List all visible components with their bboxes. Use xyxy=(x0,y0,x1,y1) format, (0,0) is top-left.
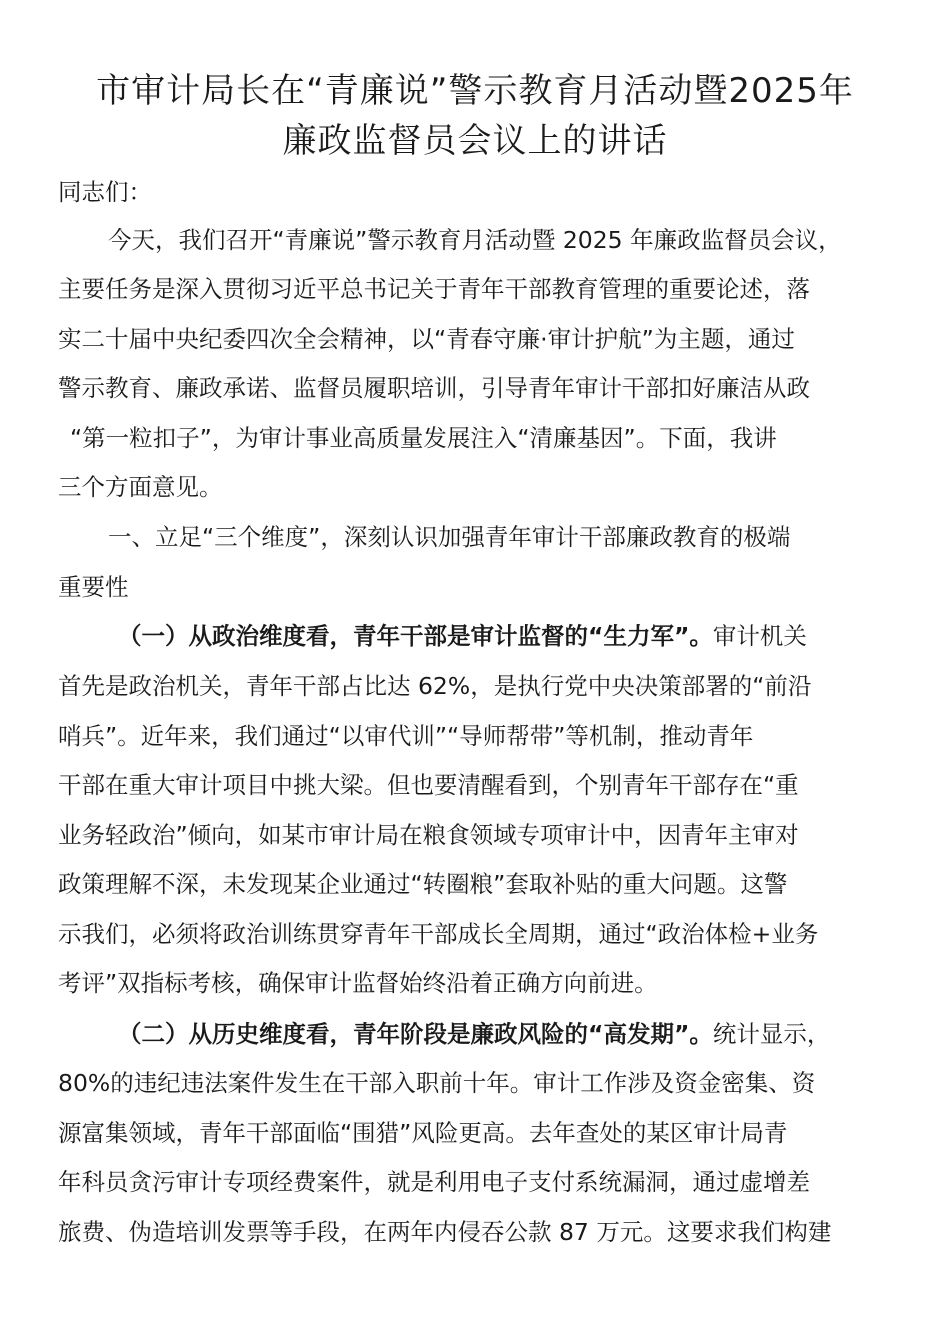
section-heading-line: 重要性 xyxy=(58,573,129,601)
subsection-2-lead: 统计显示， xyxy=(712,1020,831,1048)
intro-line: 实二十届中央纪委四次全会精神，以“青春守廉·审计护航”为主题，通过 xyxy=(58,325,795,353)
subsection-2-heading: （二）从历史维度看，青年阶段是廉政风险的“高发期”。 xyxy=(118,1020,713,1048)
subsection-1-line: 业务轻政治”倾向，如某市审计局在粮食领域专项审计中，因青年主审对 xyxy=(58,821,799,849)
intro-line: 主要任务是深入贯彻习近平总书记关于青年干部教育管理的重要论述，落 xyxy=(58,275,810,303)
intro-line: 警示教育、廉政承诺、监督员履职培训，引导青年审计干部扣好廉洁从政 xyxy=(58,374,810,402)
subsection-1-line: 政策理解不深，未发现某企业通过“转圈粮”套取补贴的重大问题。这警 xyxy=(58,870,788,898)
subsection-1-line: 哨兵”。近年来，我们通过“以审代训”“导师帮带”等机制，推动青年 xyxy=(58,722,754,750)
subsection-1-lead: 审计机关 xyxy=(712,622,807,650)
subsection-2-first-line xyxy=(118,1016,830,1052)
subsection-1-first-line xyxy=(118,618,807,654)
subsection-2-line: 源富集领域，青年干部面临“围猎”风险更高。去年查处的某区审计局青 xyxy=(58,1119,788,1147)
subsection-1-line: 首先是政治机关，青年干部占比达 62%，是执行党中央决策部署的“前沿 xyxy=(58,672,812,700)
intro-line: “第一粒扣子”，为审计事业高质量发展注入“清廉基因”。下面，我讲 xyxy=(70,424,777,452)
subsection-2-line: 80%的违纪违法案件发生在干部入职前十年。审计工作涉及资金密集、资 xyxy=(58,1069,816,1097)
intro-line: 三个方面意见。 xyxy=(58,473,223,501)
subsection-2-line: 旅费、伪造培训发票等手段，在两年内侵吞公款 87 万元。这要求我们构建 xyxy=(58,1218,832,1246)
document-title-line-2: 廉政监督员会议上的讲话 xyxy=(282,121,668,161)
subsection-1-heading: （一）从政治维度看，青年干部是审计监督的“生力军”。 xyxy=(118,622,713,650)
subsection-1-line: 干部在重大审计项目中挑大梁。但也要清醒看到，个别青年干部存在“重 xyxy=(58,771,799,799)
subsection-1-line: 考评”双指标考核，确保审计监督始终沿着正确方向前进。 xyxy=(58,969,658,997)
subsection-1-line: 示我们，必须将政治训练贯穿青年干部成长全周期，通过“政治体检+业务 xyxy=(58,920,819,948)
subsection-2-line: 年科员贪污审计专项经费案件，就是利用电子支付系统漏洞，通过虚增差 xyxy=(58,1168,810,1196)
salutation: 同志们： xyxy=(58,178,152,206)
intro-line: 今天，我们召开“青廉说”警示教育月活动暨 2025 年廉政监督员会议， xyxy=(108,226,842,254)
document-title-line-1: 市审计局长在“青廉说”警示教育月活动暨2025年 xyxy=(96,71,854,111)
section-heading-line: 一、立足“三个维度”，深刻认识加强青年审计干部廉政教育的极端 xyxy=(108,523,791,551)
